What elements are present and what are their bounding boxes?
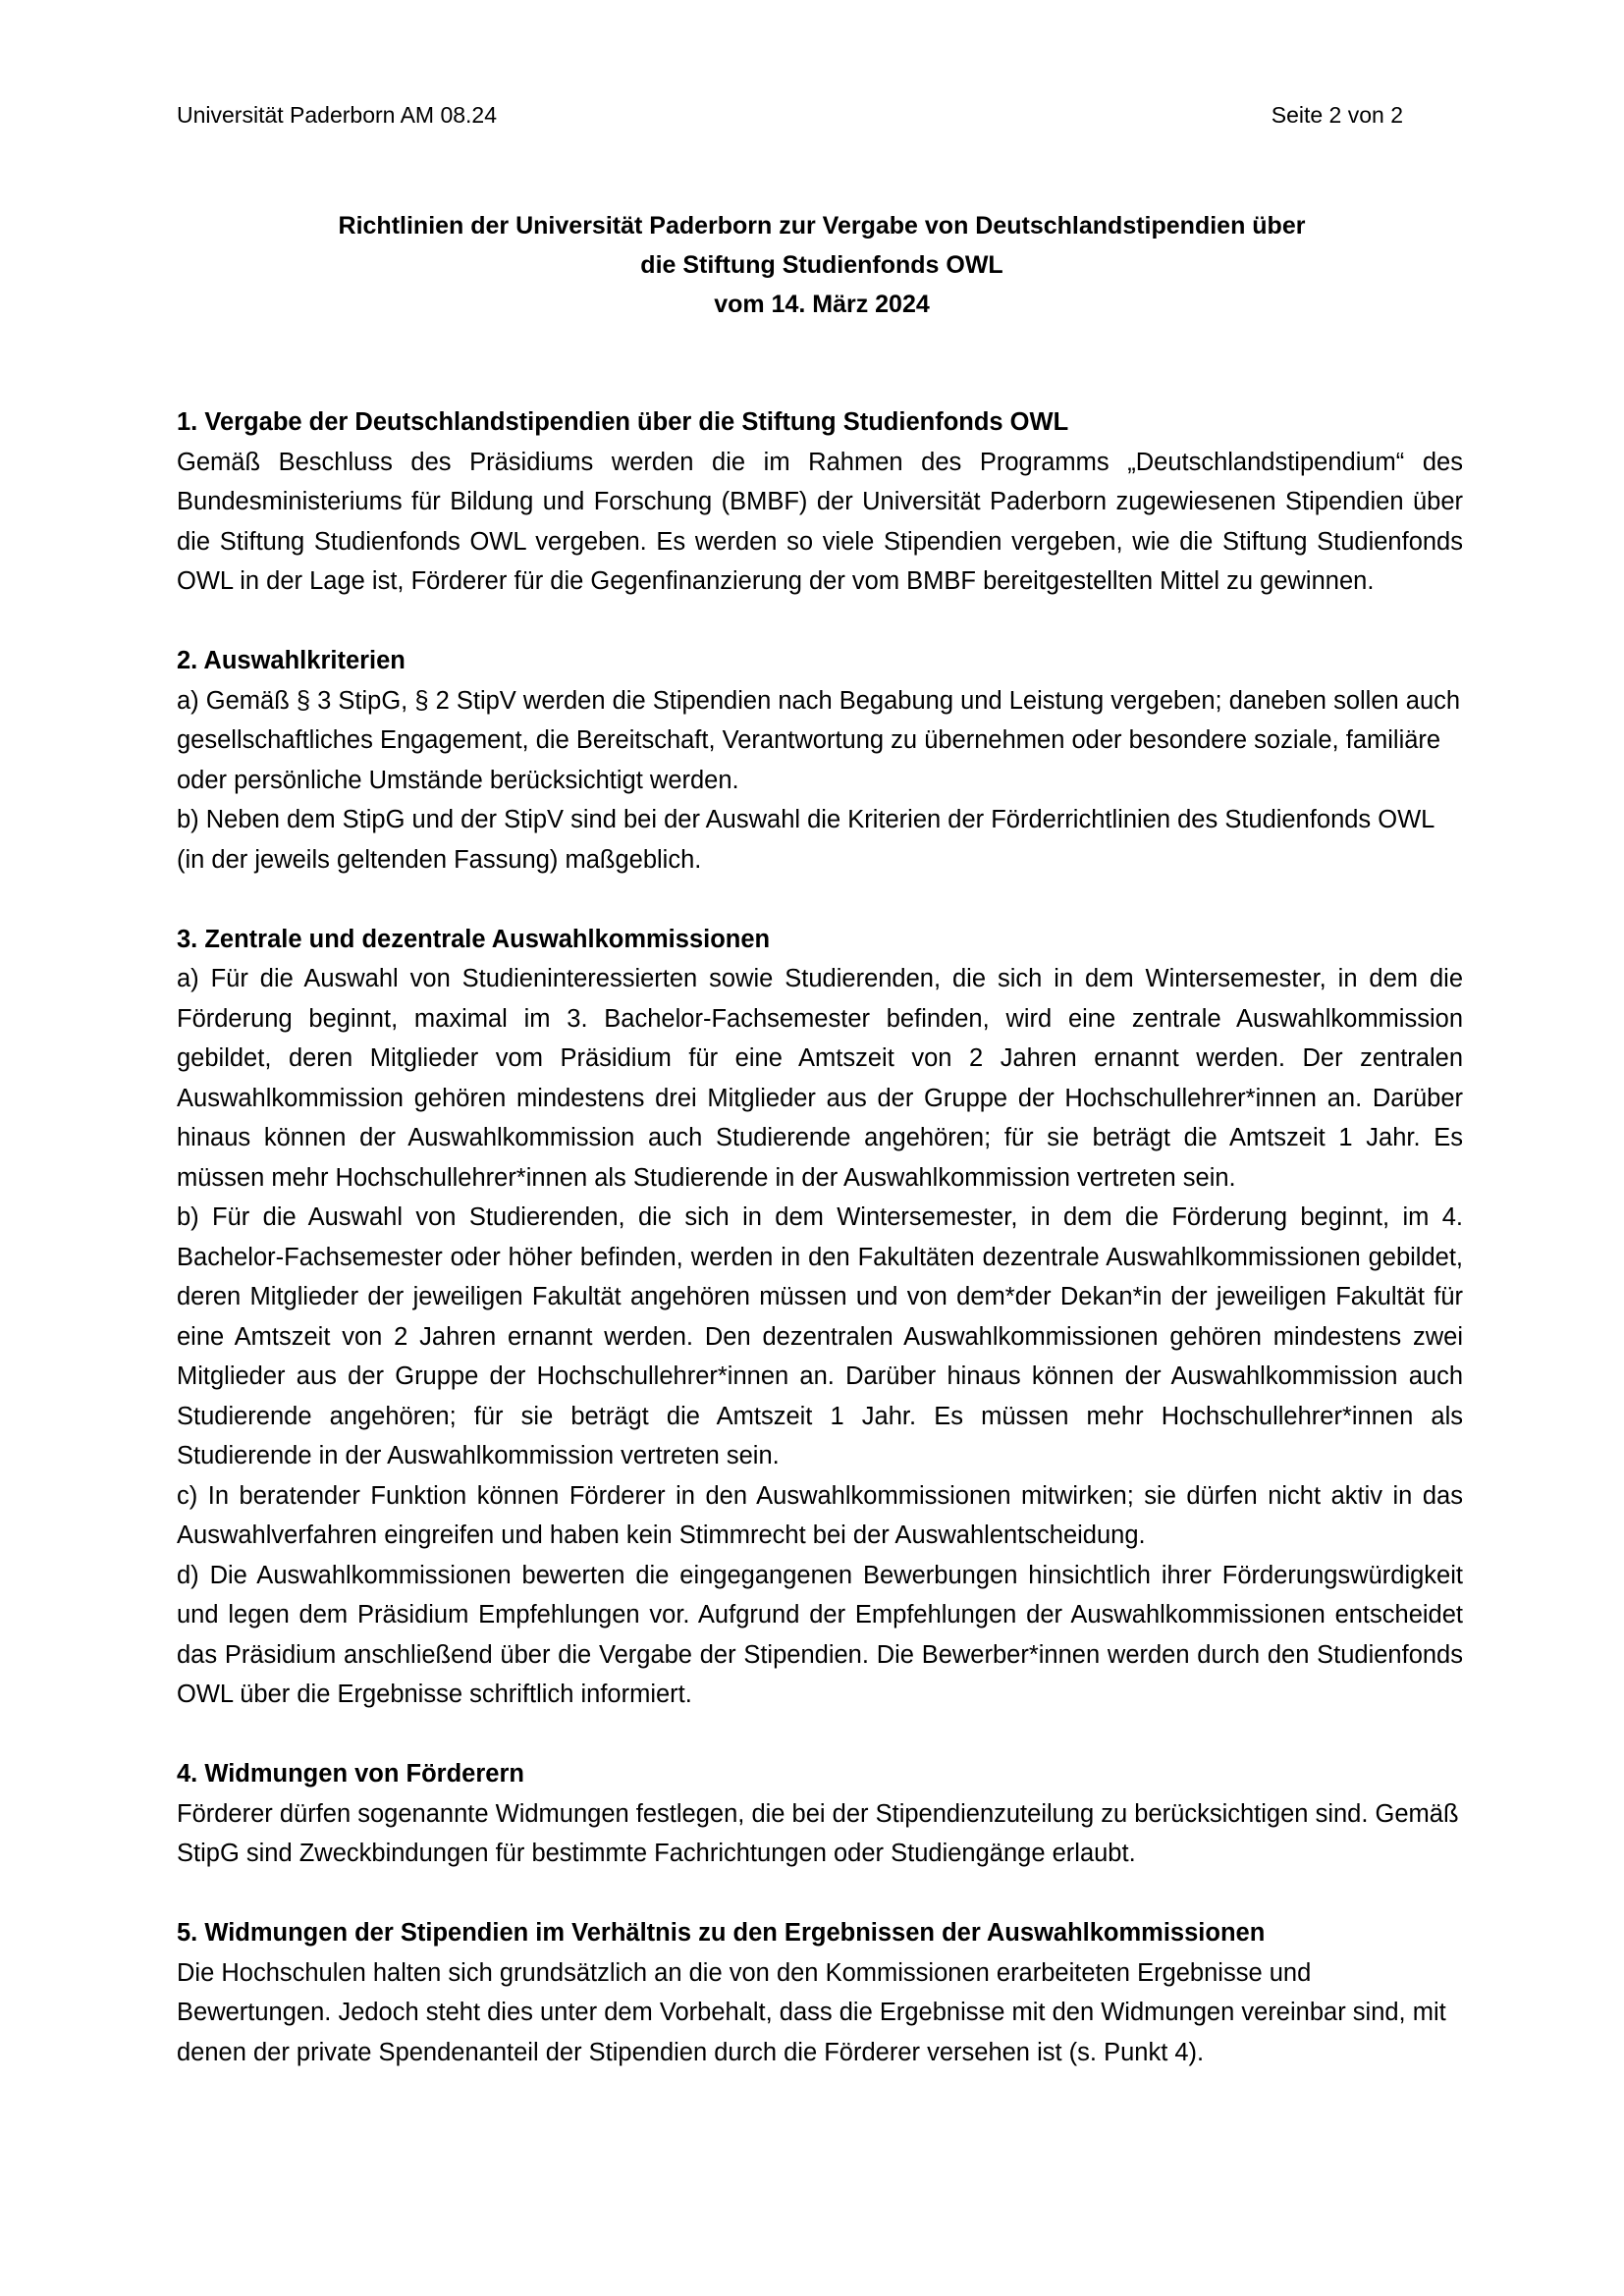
paragraph: Förderer dürfen sogenannte Widmungen festlegen, die bei der Stipendienzuteilung zu berücksichtigen sind. Gemäß StipG sind Zweckbindungen für bestimmte Fachrichtungen oder Studiengänge erlaubt. [177, 1799, 1459, 1867]
section-3 [177, 920, 1463, 1715]
header-document-id: Universität Paderborn AM 08.24 [177, 102, 498, 128]
paragraph: c) In beratender Funktion können Förderer in den Auswahlkommissionen mitwirken; sie dürfen nicht aktiv in das Auswahlverfahren eingreifen und haben kein Stimmrecht bei der Auswahlentscheidung. [177, 1481, 1463, 1549]
document-title [177, 206, 1467, 324]
section-5 [177, 1913, 1463, 2072]
title-line-1: Richtlinien der Universität Paderborn zur Vergabe von Deutschlandstipendien über [338, 212, 1306, 240]
title-line-3: vom 14. März 2024 [714, 291, 930, 318]
paragraph: d) Die Auswahlkommissionen bewerten die eingegangenen Bewerbungen hinsichtlich ihrer Förderungswürdigkeit und legen dem Präsidium Empfehlungen vor. Aufgrund der Empfehlungen der Auswahlkommissionen entscheidet das Präsidium anschließend über die Vergabe der Stipendien. Die Bewerber*innen werden durch den Studienfonds OWL über die Ergebnisse schriftlich informiert. [177, 1561, 1463, 1708]
paragraph: b) Für die Auswahl von Studierenden, die sich in dem Wintersemester, in dem die Förderung beginnt, im 4. Bachelor-Fachsemester oder höher befinden, werden in den Fakultäten dezentrale Auswahlkommissionen gebildet, deren Mitglieder der jeweiligen Fakultät angehören müssen und von dem*der Dekan*in der jeweiligen Fakultät für eine Amtszeit von 2 Jahren ernannt werden. Den dezentralen Auswahlkommissionen gehören mindestens zwei Mitglieder aus der Gruppe der Hochschullehrer*innen an. Darüber hinaus können der Auswahlkommission auch Studierende angehören; für sie beträgt die Amtszeit 1 Jahr. Es müssen mehr Hochschullehrer*innen als Studierende in der Auswahlkommission vertreten sein. [177, 1203, 1463, 1469]
document-body [177, 402, 1463, 2112]
section-heading: 5. Widmungen der Stipendien im Verhältnis zu den Ergebnissen der Auswahlkommissionen [177, 1919, 1266, 1947]
paragraph: a) Gemäß § 3 StipG, § 2 StipV werden die Stipendien nach Begabung und Leistung vergeben; daneben sollen auch gesellschaftliches Engagement, die Bereitschaft, Verantwortung zu übernehmen oder besondere soziale, familiäre oder persönliche Umstände berücksichtigt werden. [177, 686, 1461, 794]
section-4 [177, 1754, 1463, 1874]
paragraph: b) Neben dem StipG und der StipV sind bei der Auswahl die Kriterien der Förderrichtlinien des Studienfonds OWL (in der jeweils geltenden Fassung) maßgeblich. [177, 806, 1435, 874]
section-heading: 2. Auswahlkriterien [177, 647, 406, 674]
paragraph: Gemäß Beschluss des Präsidiums werden die im Rahmen des Programms „Deutschlandstipendium“ des Bundesministeriums für Bildung und Forschung (BMBF) der Universität Paderborn zugewiesenen Stipendien über die Stiftung Studienfonds OWL vergeben. Es werden so viele Stipendien vergeben, wie die Stiftung Studienfonds OWL in der Lage ist, Förderer für die Gegenfinanzierung der vom BMBF bereitgestellten Mittel zu gewinnen. [177, 448, 1463, 595]
section-heading: 1. Vergabe der Deutschlandstipendien über die Stiftung Studienfonds OWL [177, 408, 1069, 436]
section-heading: 3. Zentrale und dezentrale Auswahlkommissionen [177, 925, 771, 953]
section-heading: 4. Widmungen von Förderern [177, 1760, 524, 1788]
running-header [177, 101, 1403, 129]
section-2 [177, 641, 1463, 880]
paragraph: Die Hochschulen halten sich grundsätzlich an die von den Kommissionen erarbeiteten Ergebnisse und Bewertungen. Jedoch steht dies unter dem Vorbehalt, dass die Ergebnisse mit den Widmungen vereinbar sind, mit denen der private Spendenanteil der Stipendien durch die Förderer versehen ist (s. Punkt 4). [177, 1958, 1446, 2066]
paragraph: a) Für die Auswahl von Studieninteressierten sowie Studierenden, die sich in dem Wintersemester, in dem die Förderung beginnt, maximal im 3. Bachelor-Fachsemester befinden, wird eine zentrale Auswahlkommission gebildet, deren Mitglieder vom Präsidium für eine Amtszeit von 2 Jahren ernannt werden. Der zentralen Auswahlkommission gehören mindestens drei Mitglieder aus der Gruppe der Hochschullehrer*innen an. Darüber hinaus können der Auswahlkommission auch Studierende angehören; für sie beträgt die Amtszeit 1 Jahr. Es müssen mehr Hochschullehrer*innen als Studierende in der Auswahlkommission vertreten sein. [177, 965, 1463, 1192]
section-1 [177, 402, 1463, 602]
title-line-2: die Stiftung Studienfonds OWL [640, 251, 1003, 279]
header-page-number: Seite 2 von 2 [1271, 102, 1403, 128]
